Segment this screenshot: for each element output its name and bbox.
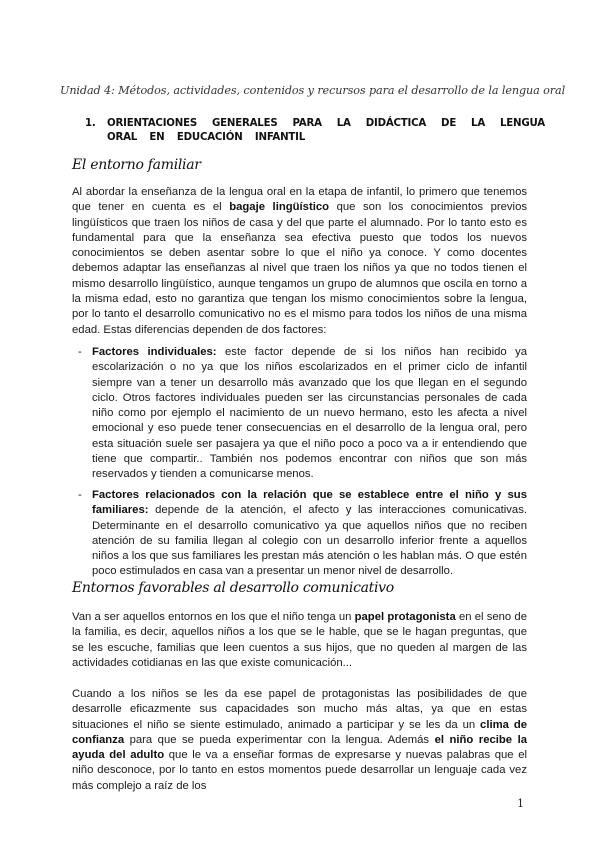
running-header: Unidad 4: Métodos, actividades, contenidos y recursos para el desarrollo de la lengua oral	[60, 84, 566, 97]
paragraph-intro: Al abordar la enseñanza de la lengua oral en la etapa de infantil, lo primero que tenemos que tener en cuenta es el bagaje lingüístico que son los conocimientos previos lingüísticos que traen los niños de casa y del que parte el alumnado. Por lo tanto esto es fundamental para que la enseñanza sea efectiva puesto que todos los nuevos conocimientos se deben asentar sobre lo que el niño ya conoce. Y como docentes debemos adaptar las enseñanzas al nivel que traen los niños ya que no todos tienen el mismo desarrollo lingüístico, aunque tengamos un grupo de alumnos que oscila en torno a la misma edad, esto no garantiza que tengan los mismo conocimientos sobre la lengua, por lo tanto el desarrollo comunicativo no es el mismo para todos los niños de una misma edad. Estas diferencias dependen de dos factores:	[72, 186, 528, 336]
subheading-entorno-familiar: El entorno familiar	[72, 157, 201, 173]
subheading-entornos-favorables: Entornos favorables al desarrollo comunicativo	[72, 580, 394, 596]
section-title	[85, 117, 545, 145]
section-number: 1.	[85, 118, 96, 129]
paragraph-protagonistas: Cuando a los niños se les da ese papel de protagonistas las posibilidades de que desarrolle eficazmente sus capacidades son mucho más altas, ya que en estas situaciones el niño se siente estimulado, animado a participar y se les da un clima de confianza para que se pueda experimentar con la lengua. Además el niño recibe la ayuda del adulto que le va a enseñar formas de expresarse y nuevas palabras que el niño desconoce, por lo tanto en estos momentos puede desarrollar un lenguaje cada vez más complejo a raíz de los	[72, 688, 527, 792]
bullet-dash: -	[78, 346, 82, 358]
paragraph-entornos: Van a ser aquellos entornos en los que el niño tenga un papel protagonista en el seno de la familia, es decir, aquellos niños a los que se le hable, que se le hagan preguntas, que se les escuche, familias que leen cuentos a sus hijos, que no queden al margen de las actividades cotidianas en las que existe comunicación...	[72, 611, 527, 669]
bold-bagaje: bagaje lingüístico	[229, 201, 330, 214]
bold-papel-protagonista: papel protagonista	[354, 611, 456, 623]
list-item-factores-relacion: - Factores relacionados con la relación que se establece entre el niño y sus familiares: depende de la atención, el afecto y las interacciones comunicativas. Determinante en el desarrollo comunicativo ya que aquellos niños que no reciben atención de su familia llegan al colegio con un desarrollo inferior frente a aquellos niños a los que sus familiares les prestan más atención o les hablan más. O que estén poco estimulados en casa van a presentar un menor nivel de desarrollo.	[78, 489, 527, 578]
list-item-factores-individuales: - Factores individuales: este factor depende de si los niños han recibido ya escolarización o no ya que los niños escolarizados en el primer ciclo de infantil siempre van a tener un desarrollo más avanzado que los que llegan en el segundo ciclo. Otros factores individuales pueden ser las circunstancias personales de cada niño como por ejemplo el nacimiento de un nuevo hermano, esto les afecta a nivel emocional y eso puede tener consecuencias en el desarrollo de la lengua oral, pero esta situación suele ser pasajera ya que el niño poco a poco va a ir entendiendo que tiene que compartir.. También nos podemos encontrar con niños que son más reservados y tienden a comunicarse menos.	[78, 346, 528, 481]
bullet-bold-label: Factores relacionados con la relación que se establece entre el niño y sus familiares:	[92, 489, 527, 517]
bold-ayuda-adulto: el niño recibe la ayuda del adulto	[72, 733, 527, 762]
page-number: 1	[517, 797, 524, 810]
bullet-dash: -	[78, 489, 82, 501]
section-title-text: ORIENTACIONES GENERALES PARA LA DIDÁCTICA DE LA LENGUA ORAL EN EDUCACIÓN INFANTIL	[107, 118, 545, 143]
bullet-bold-label: Factores individuales:	[92, 346, 217, 358]
bold-clima-confianza: clima de confianza	[72, 718, 527, 746]
